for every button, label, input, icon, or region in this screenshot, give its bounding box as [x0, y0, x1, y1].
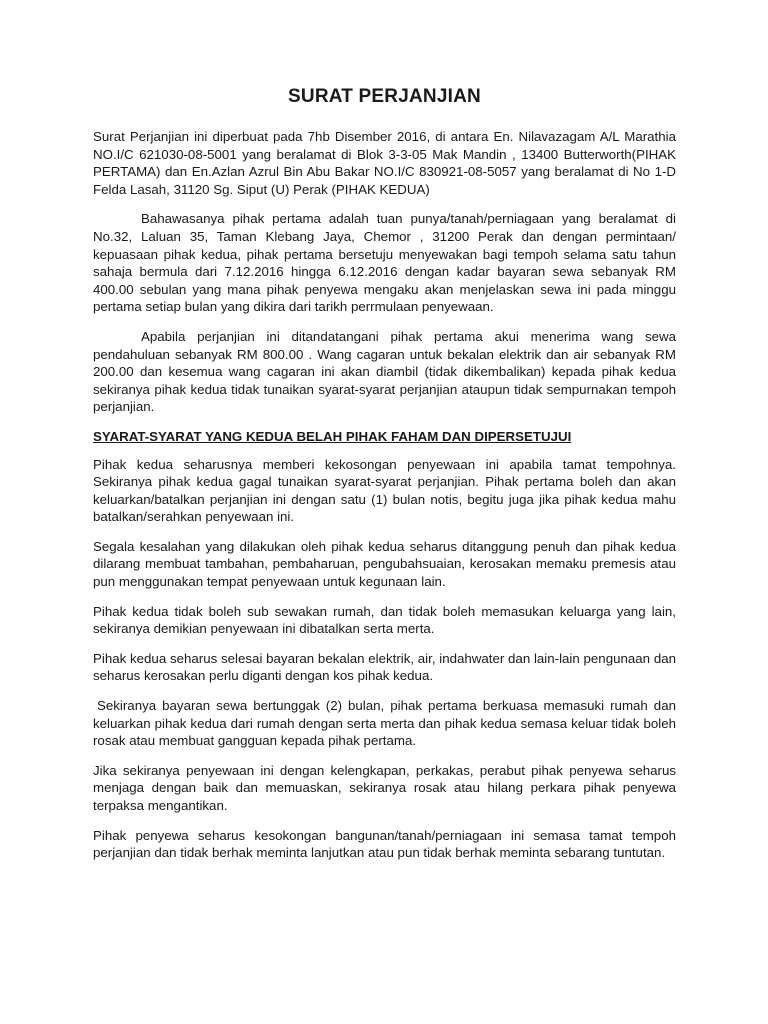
term-paragraph-1: Pihak kedua seharusnya memberi kekosongan penyewaan ini apabila tamat tempohnya. Sekiranya pihak kedua gagal tunaikan syarat-syarat perjanjian. Pihak pertama boleh dan akan keluarkan/batalkan perjanjian ini dengan satu (1) bulan notis, begitu juga jika pihak kedua mahu batalkan/serahkan penyewaan ini. — [93, 456, 676, 525]
intro-paragraph: Surat Perjanjian ini diperbuat pada 7hb Disember 2016, di antara En. Nilavazagam A/L Marathia NO.I/C 621030-08-5001 yang beralamat di Blok 3-3-05 Mak Mandin , 13400 Butterworth(PIHAK PERTAMA) dan En.Azlan Azrul Bin Abu Bakar NO.I/C 830921-08-5057 yang beralamat di No 1-D Felda Lasah, 31120 Sg. Siput (U) Perak (PIHAK KEDUA) — [93, 129, 676, 197]
term-paragraph-4: Pihak kedua seharus selesai bayaran bekalan elektrik, air, indahwater dan lain-lain pengunaan dan seharus kerosakan perlu diganti dengan kos pihak kedua. — [93, 650, 676, 684]
document-page — [93, 86, 676, 874]
term-paragraph-2: Segala kesalahan yang dilakukan oleh pihak kedua seharus ditanggung penuh dan pihak kedua dilarang membuat tambahan, pembaharuan, pengubahsuaian, kerosakan memaku premesis atau pun menggunakan tempat penyewaan untuk kegunaan lain. — [93, 538, 676, 590]
ownership-paragraph: Bahawasanya pihak pertama adalah tuan punya/tanah/perniagaan yang beralamat di No.32, Laluan 35, Taman Klebang Jaya, Chemor , 31200 Perak dan dengan permintaan/ kepuasaan pihak kedua, pihak pertama bersetuju menyewakan bagi tempoh selama satu tahun sahaja bermula dari 7.12.2016 hingga 6.12.2016 dengan kadar bayaran sewa sebanyak RM 400.00 sebulan yang mana pihak penyewa mengaku akan menjelaskan sewa ini pada minggu pertama setiap bulan yang dikira dari tarikh perrmulaan penyewaan. — [93, 211, 676, 315]
term-paragraph-3: Pihak kedua tidak boleh sub sewakan rumah, dan tidak boleh memasukan keluarga yang lain, sekiranya demikian penyewaan ini dibatalkan serta merta. — [93, 603, 676, 637]
terms-heading: SYARAT-SYARAT YANG KEDUA BELAH PIHAK FAHAM DAN DIPERSETUJUI — [93, 428, 572, 444]
term-paragraph-6: Jika sekiranya penyewaan ini dengan kelengkapan, perkakas, perabut pihak penyewa seharus menjaga dengan baik dan memuaskan, sekiranya rosak atau hilang perkara pihak penyewa terpaksa mengantikan. — [93, 762, 676, 813]
document-title: SURAT PERJANJIAN — [288, 86, 481, 107]
term-paragraph-5: Sekiranya bayaran sewa bertunggak (2) bulan, pihak pertama berkuasa memasuki rumah dan keluarkan pihak kedua dari rumah dengan serta merta dan pihak kedua semasa keluar tidak boleh rosak atau membuat gangguan kepada pihak pertama. — [93, 698, 676, 749]
deposit-paragraph: Apabila perjanjian ini ditandatangani pihak pertama akui menerima wang sewa pendahuluan sebanyak RM 800.00 . Wang cagaran untuk bekalan elektrik dan air sebanyak RM 200.00 dan kesemua wang cagaran ini akan diambil (tidak dikembalikan) kepada pihak kedua sekiranya pihak kedua tidak tunaikan syarat-syarat perjanjian ataupun tidak sempurnakan tempoh perjanjian. — [93, 328, 676, 415]
term-paragraph-7: Pihak penyewa seharus kesokongan bangunan/tanah/perniagaan ini semasa tamat tempoh perjanjian dan tidak berhak meminta lanjutkan atau pun tidak berhak meminta sebarang tuntutan. — [93, 827, 676, 861]
